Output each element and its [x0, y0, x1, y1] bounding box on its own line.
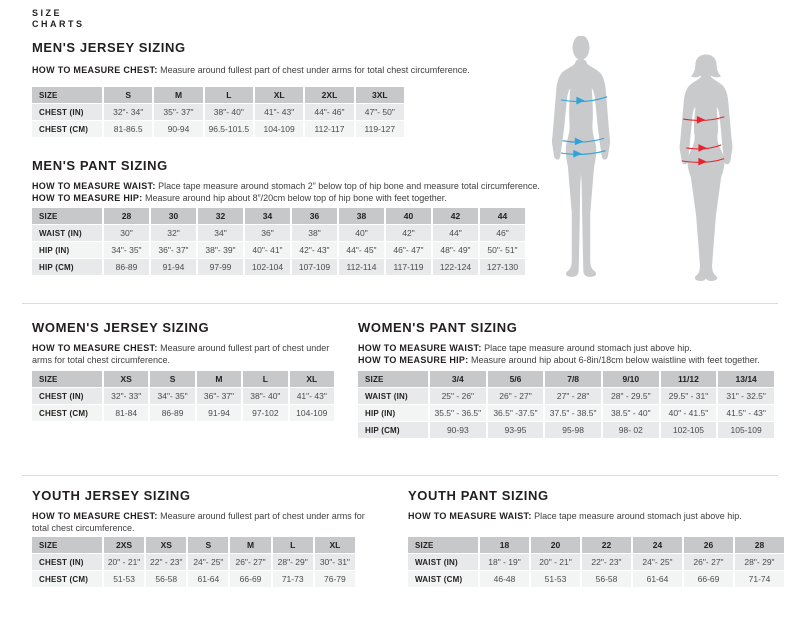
table-value-cell: 90-93 — [430, 422, 486, 438]
howto-label: HOW TO MEASURE WAIST: — [408, 511, 532, 521]
table-row — [358, 422, 774, 438]
table-header-cell: 7/8 — [545, 371, 601, 387]
table-row — [32, 405, 334, 421]
table-header-row — [32, 87, 404, 103]
table-header-cell: L — [243, 371, 287, 387]
table-value-cell: 38" — [292, 225, 337, 241]
mens-pant-title: MEN'S PANT SIZING — [32, 158, 168, 173]
table-value-cell: 36"- 37" — [151, 242, 196, 258]
table-value-cell: 91-94 — [151, 259, 196, 275]
male-figure-diagram — [540, 36, 622, 290]
table-value-cell: 26"- 27" — [684, 554, 733, 570]
size-table — [30, 207, 527, 276]
row-label-cell: CHEST (CM) — [32, 405, 102, 421]
table-header-cell: 26 — [684, 537, 733, 553]
table-value-cell: 28"- 29" — [735, 554, 784, 570]
table-value-cell: 35"- 37" — [154, 104, 202, 120]
table-header-cell: 3XL — [356, 87, 404, 103]
table-value-cell: 97-102 — [243, 405, 287, 421]
table-value-cell: 22" - 23" — [146, 554, 186, 570]
table-value-cell: 28"- 29" — [273, 554, 313, 570]
table-value-cell: 104-109 — [255, 121, 303, 137]
table-header-cell: S — [188, 537, 228, 553]
table-value-cell: 90-94 — [154, 121, 202, 137]
table-header-row — [32, 537, 355, 553]
table-value-cell: 36.5" -37.5" — [488, 405, 544, 421]
table-value-cell: 41"- 43" — [255, 104, 303, 120]
table-header-cell: 44 — [480, 208, 525, 224]
table-value-cell: 38"- 39" — [198, 242, 243, 258]
womens-jersey-title: WOMEN'S JERSEY SIZING — [32, 320, 210, 335]
table-value-cell: 30"- 31" — [315, 554, 355, 570]
table-value-cell: 32"- 34" — [104, 104, 152, 120]
table-value-cell: 29.5" - 31" — [661, 388, 717, 404]
howto-text: Place tape measure around stomach 2” below top of hip bone and measure total circumference. — [155, 181, 540, 191]
female-head — [699, 54, 713, 74]
youth-jersey-title: YOUTH JERSEY SIZING — [32, 488, 191, 503]
womens-jersey-table — [30, 370, 336, 422]
table-value-cell: 35.5" - 36.5" — [430, 405, 486, 421]
table-value-cell: 26" - 27" — [488, 388, 544, 404]
table-value-cell: 40" - 41.5" — [661, 405, 717, 421]
howto-label: HOW TO MEASURE CHEST: — [32, 343, 158, 353]
howto-label: HOW TO MEASURE CHEST: — [32, 65, 158, 75]
howto-label: HOW TO MEASURE WAIST: — [32, 181, 156, 191]
table-value-cell: 44"- 46" — [305, 104, 353, 120]
table-header-cell: 11/12 — [661, 371, 717, 387]
table-value-cell: 56-58 — [582, 571, 631, 587]
row-label-cell: WAIST (IN) — [408, 554, 478, 570]
table-header-row — [408, 537, 784, 553]
mens-jersey-table — [30, 86, 406, 138]
table-row — [32, 121, 404, 137]
table-header-cell: XS — [104, 371, 148, 387]
table-value-cell: 20" - 21" — [531, 554, 580, 570]
table-value-cell: 41"- 43" — [290, 388, 334, 404]
table-value-cell: 18" - 19" — [480, 554, 529, 570]
table-value-cell: 102-104 — [245, 259, 290, 275]
table-value-cell: 44" — [433, 225, 478, 241]
table-value-cell: 30" — [104, 225, 149, 241]
table-header-cell: L — [273, 537, 313, 553]
row-label-cell: WAIST (IN) — [358, 388, 428, 404]
size-table — [30, 86, 406, 138]
table-value-cell: 40" — [339, 225, 384, 241]
table-value-cell: 86-89 — [104, 259, 149, 275]
youth-jersey-table — [30, 536, 357, 588]
row-label-cell: CHEST (IN) — [32, 554, 102, 570]
table-value-cell: 104-109 — [290, 405, 334, 421]
table-value-cell: 38"- 40" — [205, 104, 253, 120]
table-value-cell: 119-127 — [356, 121, 404, 137]
table-value-cell: 96.5-101.5 — [205, 121, 253, 137]
table-header-cell: M — [197, 371, 241, 387]
table-header-cell: 3/4 — [430, 371, 486, 387]
table-value-cell: 66-69 — [684, 571, 733, 587]
section-divider — [22, 475, 778, 476]
table-value-cell: 97-99 — [198, 259, 243, 275]
size-table — [356, 370, 776, 439]
table-corner-cell: SIZE — [358, 371, 428, 387]
table-value-cell: 34"- 35" — [150, 388, 194, 404]
table-header-cell: S — [150, 371, 194, 387]
table-value-cell: 51-53 — [531, 571, 580, 587]
table-value-cell: 81-84 — [104, 405, 148, 421]
howto-line — [32, 180, 552, 192]
howto-line — [32, 192, 552, 204]
howto-line — [358, 354, 788, 366]
table-header-cell: 2XL — [305, 87, 353, 103]
table-header-cell: 18 — [480, 537, 529, 553]
table-corner-cell: SIZE — [32, 537, 102, 553]
mens-pant-howto — [32, 180, 552, 204]
table-row — [358, 405, 774, 421]
table-header-cell: XL — [315, 537, 355, 553]
youth-jersey-howto — [32, 510, 367, 534]
table-header-row — [32, 208, 525, 224]
table-header-cell: XL — [255, 87, 303, 103]
table-value-cell: 47"- 50" — [356, 104, 404, 120]
table-header-cell: 34 — [245, 208, 290, 224]
male-silhouette — [552, 59, 610, 277]
table-value-cell: 56-58 — [146, 571, 186, 587]
size-table — [406, 536, 786, 588]
table-value-cell: 61-64 — [188, 571, 228, 587]
mens-jersey-howto — [32, 64, 752, 76]
table-value-cell: 102-105 — [661, 422, 717, 438]
howto-text: Measure around fullest part of chest under arms for total chest circumference. — [32, 511, 365, 533]
table-value-cell: 31" - 32.5" — [718, 388, 774, 404]
table-value-cell: 26"- 27" — [230, 554, 270, 570]
table-value-cell: 71-73 — [273, 571, 313, 587]
table-header-cell: 30 — [151, 208, 196, 224]
row-label-cell: WAIST (CM) — [408, 571, 478, 587]
table-header-cell: 24 — [633, 537, 682, 553]
table-row — [358, 388, 774, 404]
table-row — [32, 225, 525, 241]
table-row — [32, 388, 334, 404]
row-label-cell: WAIST (IN) — [32, 225, 102, 241]
table-value-cell: 107-109 — [292, 259, 337, 275]
table-header-cell: 20 — [531, 537, 580, 553]
row-label-cell: HIP (IN) — [358, 405, 428, 421]
mens-jersey-title: MEN'S JERSEY SIZING — [32, 40, 186, 55]
table-header-cell: 28 — [104, 208, 149, 224]
table-value-cell: 127-130 — [480, 259, 525, 275]
table-value-cell: 105-109 — [718, 422, 774, 438]
table-value-cell: 24"- 25" — [188, 554, 228, 570]
table-value-cell: 122-124 — [433, 259, 478, 275]
howto-text: Measure around fullest part of chest under arms for total chest circumference. — [157, 65, 470, 75]
mens-pant-table — [30, 207, 527, 276]
size-table — [30, 370, 336, 422]
table-header-row — [32, 371, 334, 387]
table-value-cell: 22"- 23" — [582, 554, 631, 570]
table-value-cell: 51-53 — [104, 571, 144, 587]
size-table — [30, 536, 357, 588]
howto-text: Measure around fullest part of chest under arms for total chest circumference. — [32, 343, 330, 365]
table-value-cell: 34"- 35" — [104, 242, 149, 258]
row-label-cell: HIP (CM) — [32, 259, 102, 275]
table-value-cell: 44"- 45" — [339, 242, 384, 258]
table-header-cell: 32 — [198, 208, 243, 224]
table-value-cell: 38"- 40" — [243, 388, 287, 404]
brand-line2: CHARTS — [32, 19, 85, 29]
howto-label: HOW TO MEASURE HIP: — [358, 355, 469, 365]
section-divider — [22, 303, 778, 304]
howto-text: Place tape measure around stomach just above hip. — [481, 343, 692, 353]
howto-label: HOW TO MEASURE HIP: — [32, 193, 143, 203]
table-value-cell: 50"- 51" — [480, 242, 525, 258]
table-value-cell: 112-114 — [339, 259, 384, 275]
table-value-cell: 42"- 43" — [292, 242, 337, 258]
table-value-cell: 61-64 — [633, 571, 682, 587]
table-value-cell: 91-94 — [197, 405, 241, 421]
table-value-cell: 48"- 49" — [433, 242, 478, 258]
youth-pant-table — [406, 536, 786, 588]
table-header-cell: 40 — [386, 208, 431, 224]
table-value-cell: 81-86.5 — [104, 121, 152, 137]
table-value-cell: 32" — [151, 225, 196, 241]
table-row — [408, 554, 784, 570]
table-header-cell: M — [154, 87, 202, 103]
table-value-cell: 42" — [386, 225, 431, 241]
brand-line1: SIZE — [32, 8, 63, 18]
youth-pant-title: YOUTH PANT SIZING — [408, 488, 549, 503]
table-header-cell: 9/10 — [603, 371, 659, 387]
table-header-cell: 5/6 — [488, 371, 544, 387]
table-header-cell: 38 — [339, 208, 384, 224]
howto-text: Place tape measure around stomach just above hip. — [531, 511, 742, 521]
table-value-cell: 95-98 — [545, 422, 601, 438]
table-value-cell: 93-95 — [488, 422, 544, 438]
table-header-cell: 36 — [292, 208, 337, 224]
table-value-cell: 66-69 — [230, 571, 270, 587]
table-value-cell: 25" - 26" — [430, 388, 486, 404]
table-row — [32, 571, 355, 587]
table-value-cell: 71-74 — [735, 571, 784, 587]
table-corner-cell: SIZE — [32, 371, 102, 387]
table-header-cell: 42 — [433, 208, 478, 224]
table-value-cell: 36"- 37" — [197, 388, 241, 404]
row-label-cell: CHEST (CM) — [32, 121, 102, 137]
table-value-cell: 37.5" - 38.5" — [545, 405, 601, 421]
table-header-cell: 13/14 — [718, 371, 774, 387]
table-value-cell: 34" — [198, 225, 243, 241]
table-row — [32, 554, 355, 570]
womens-pant-howto — [358, 342, 788, 366]
howto-label: HOW TO MEASURE WAIST: — [358, 343, 482, 353]
womens-pant-table — [356, 370, 776, 439]
table-header-cell: L — [205, 87, 253, 103]
row-label-cell: CHEST (IN) — [32, 388, 102, 404]
table-value-cell: 28" - 29.5" — [603, 388, 659, 404]
howto-text: Measure around hip about 8”/20cm below top of hip bone with feet together. — [142, 193, 447, 203]
table-row — [32, 242, 525, 258]
table-value-cell: 36" — [245, 225, 290, 241]
table-row — [32, 259, 525, 275]
male-head — [573, 36, 590, 60]
row-label-cell: CHEST (IN) — [32, 104, 102, 120]
row-label-cell: HIP (CM) — [358, 422, 428, 438]
howto-text: Measure around hip about 6-8in/18cm below waistline with feet together. — [468, 355, 760, 365]
table-value-cell: 20" - 21" — [104, 554, 144, 570]
howto-line — [358, 342, 788, 354]
table-value-cell: 41.5" - 43" — [718, 405, 774, 421]
table-value-cell: 27" - 28" — [545, 388, 601, 404]
brand-logo — [32, 8, 85, 30]
youth-pant-howto — [408, 510, 788, 522]
female-silhouette — [680, 73, 733, 280]
table-header-row — [358, 371, 774, 387]
table-header-cell: 22 — [582, 537, 631, 553]
table-value-cell: 32"- 33" — [104, 388, 148, 404]
table-corner-cell: SIZE — [32, 87, 102, 103]
womens-pant-title: WOMEN'S PANT SIZING — [358, 320, 518, 335]
table-value-cell: 38.5" - 40" — [603, 405, 659, 421]
table-value-cell: 24"- 25" — [633, 554, 682, 570]
table-corner-cell: SIZE — [408, 537, 478, 553]
table-value-cell: 112-117 — [305, 121, 353, 137]
row-label-cell: CHEST (CM) — [32, 571, 102, 587]
table-row — [408, 571, 784, 587]
table-corner-cell: SIZE — [32, 208, 102, 224]
table-header-cell: XL — [290, 371, 334, 387]
table-value-cell: 46-48 — [480, 571, 529, 587]
table-header-cell: XS — [146, 537, 186, 553]
female-figure-diagram — [668, 51, 744, 289]
womens-jersey-howto — [32, 342, 332, 366]
table-value-cell: 86-89 — [150, 405, 194, 421]
row-label-cell: HIP (IN) — [32, 242, 102, 258]
howto-label: HOW TO MEASURE CHEST: — [32, 511, 158, 521]
table-header-cell: 28 — [735, 537, 784, 553]
table-value-cell: 76-79 — [315, 571, 355, 587]
table-value-cell: 117-119 — [386, 259, 431, 275]
table-header-cell: S — [104, 87, 152, 103]
table-header-cell: 2XS — [104, 537, 144, 553]
table-header-cell: M — [230, 537, 270, 553]
table-value-cell: 46"- 47" — [386, 242, 431, 258]
table-value-cell: 46" — [480, 225, 525, 241]
table-value-cell: 40"- 41" — [245, 242, 290, 258]
table-row — [32, 104, 404, 120]
table-value-cell: 98- 02 — [603, 422, 659, 438]
